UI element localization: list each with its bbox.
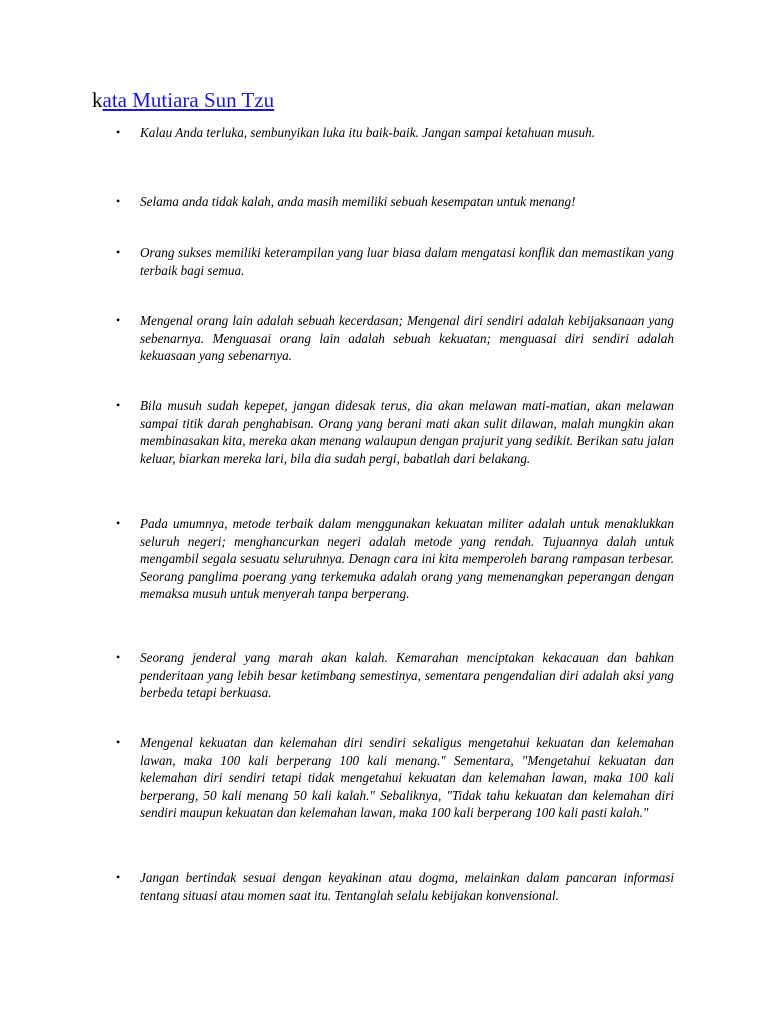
bullet-icon: • [116, 125, 121, 139]
bullet-icon: • [116, 735, 121, 749]
quote-text: Pada umumnya, metode terbaik dalam menggunakan kekuatan militer adalah untuk menaklukkan seluruh negeri; menghancurkan negeri adalah metode yang rendah. Tujuannya dalah untuk mengambil segala sesuatu seluruhnya. Denagn cara ini kita memperoleh barang rampasan terbesar. Seorang panglima poerang yang terkemuka adalah orang yang memenangkan peperangan dengan memaksa musuh untuk menyerah tanpa berperang. [140, 516, 674, 601]
list-item [116, 312, 674, 365]
page-title [92, 86, 274, 114]
quote-text: Orang sukses memiliki keterampilan yang luar biasa dalam mengatasi konflik dan memastikan yang terbaik bagi semua. [140, 245, 674, 278]
quote-text: Mengenal kekuatan dan kelemahan diri sendiri sekaligus mengetahui kekuatan dan kelemahan lawan, maka 100 kali berperang 100 kali menang." Sementara, "Mengetahui kekuatan dan kelemahan diri sendiri tetapi tidak mengetahui kekuatan dan kelemahan lawan, maka 100 kali berperang, 50 kali menang 50 kali kalah." Sebaliknya, "Tidak tahu kekuatan dan kelemahan diri sendiri maupun kekuatan dan kelemahan lawan, maka 100 kali berperang 100 kali pasti kalah." [140, 735, 674, 820]
title-first-letter: k [92, 88, 103, 112]
list-item [116, 193, 674, 211]
quote-text: Mengenal orang lain adalah sebuah kecerdasan; Mengenal diri sendiri adalah kebijaksanaan yang sebenarnya. Menguasai orang lain adalah sebuah kekuatan; menguasai diri sendiri adalah kekuasaan yang sebenarnya. [140, 313, 674, 363]
quote-text: Seorang jenderal yang marah akan kalah. Kemarahan menciptakan kekacauan dan bahkan penderitaan yang lebih besar ketimbang semestinya, sementara pengendalian diri adalah aksi yang berbeda tetapi berkuasa. [140, 650, 674, 700]
quote-text: Jangan bertindak sesuai dengan keyakinan atau dogma, melainkan dalam pancaran informasi tentang situasi atau momen saat itu. Tentanglah selalu kebijakan konvensional. [140, 870, 674, 903]
quote-text: Kalau Anda terluka, sembunyikan luka itu baik-baik. Jangan sampai ketahuan musuh. [140, 125, 596, 140]
bullet-icon: • [116, 516, 121, 530]
list-item [116, 869, 674, 904]
bullet-icon: • [116, 313, 121, 327]
bullet-icon: • [116, 398, 121, 412]
list-item [116, 649, 674, 702]
list-item [116, 515, 674, 603]
list-item [116, 124, 674, 142]
quote-text: Selama anda tidak kalah, anda masih memiliki sebuah kesempatan untuk menang! [140, 194, 576, 209]
bullet-icon: • [116, 870, 121, 884]
bullet-icon: • [116, 650, 121, 664]
bullet-icon: • [116, 245, 121, 259]
list-item [116, 244, 674, 279]
list-item [116, 397, 674, 467]
title-link[interactable]: ata Mutiara Sun Tzu [102, 88, 275, 112]
bullet-icon: • [116, 194, 121, 208]
list-item [116, 734, 674, 822]
quote-text: Bila musuh sudah kepepet, jangan didesak terus, dia akan melawan mati-matian, akan melawan sampai titik darah penghabisan. Orang yang berani mati akan sulit dilawan, malah mungkin akan membinasakan kita, mereka akan menang walaupun dengan prajurit yang sedikit. Berikan satu jalan keluar, biarkan mereka lari, bila dia sudah pergi, babatlah dari belakang. [140, 398, 674, 466]
